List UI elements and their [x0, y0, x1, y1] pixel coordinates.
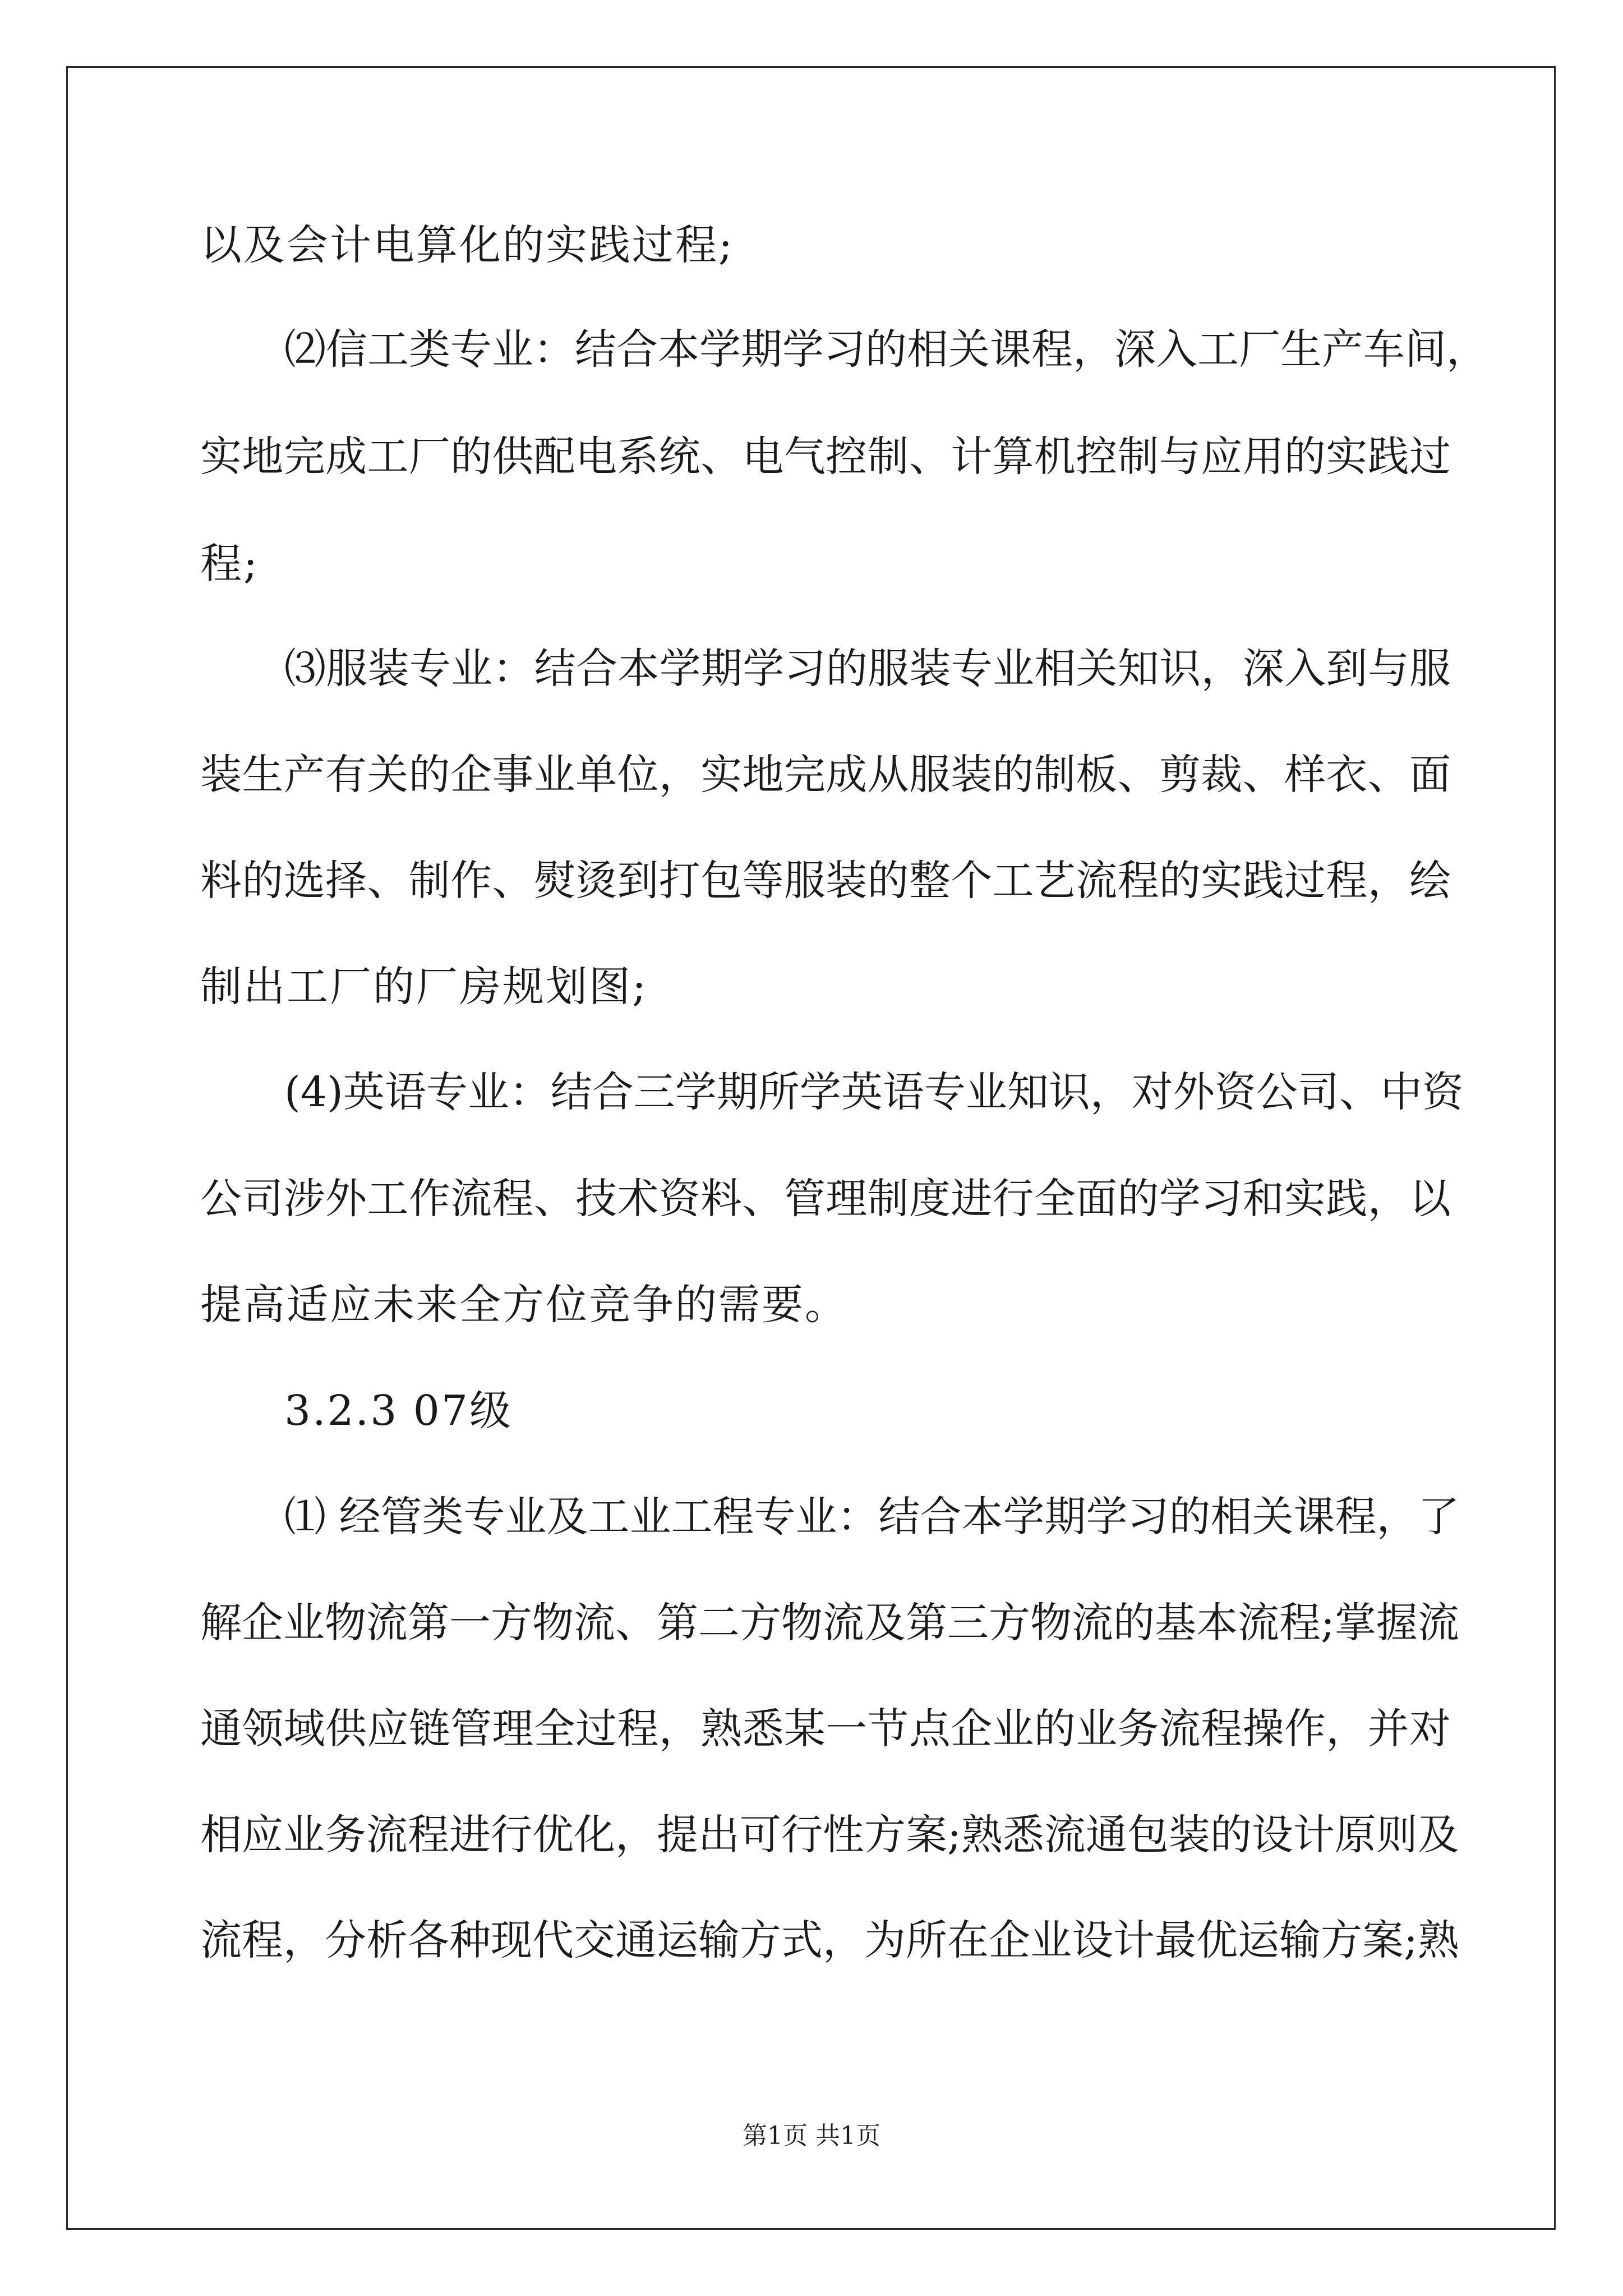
page-number-footer: 第1页 共1页 [743, 2122, 880, 2150]
page-border [66, 66, 1556, 2230]
text-line: ⑴ 经管类专业及工业工程专业：结合本学期学习的相关课程，了 [284, 1493, 1460, 1541]
text-line: 实地完成工厂的供配电系统、电气控制、计算机控制与应用的实践过 [200, 432, 1451, 481]
text-line: 通领域供应链管理全过程，熟悉某一节点企业的业务流程操作，并对 [200, 1705, 1451, 1753]
section-heading: 3.2.3 07级 [284, 1387, 513, 1435]
text-line: 流程，分析各种现代交通运输方式，为所在企业设计最优运输方案;熟 [200, 1916, 1459, 1964]
text-line: 解企业物流第一方物流、第二方物流及第三方物流的基本流程;掌握流 [200, 1599, 1459, 1647]
text-line: (4)英语专业：结合三学期所学英语专业知识，对外资公司、中资 [284, 1068, 1464, 1116]
text-line: 装生产有关的企事业单位，实地完成从服装的制板、剪裁、样衣、面 [200, 751, 1451, 799]
text-line: ⑵信工类专业：结合本学期学习的相关课程，深入工厂生产车间， [284, 325, 1488, 374]
text-line: 料的选择、制作、熨烫到打包等服装的整个工艺流程的实践过程，绘 [200, 857, 1451, 905]
text-line: 程; [200, 540, 259, 588]
text-line: 公司涉外工作流程、技术资料、管理制度进行全面的学习和实践，以 [200, 1175, 1451, 1223]
text-line: 提高适应未来全方位竞争的需要。 [200, 1281, 848, 1329]
text-line: 相应业务流程进行优化，提出可行性方案;熟悉流通包装的设计原则及 [200, 1811, 1459, 1859]
text-line: ⑶服装专业：结合本学期学习的服装专业相关知识，深入到与服 [284, 645, 1451, 693]
text-line: 制出工厂的厂房规划图; [200, 963, 648, 1011]
text-line: 以及会计电算化的实践过程; [200, 221, 734, 269]
